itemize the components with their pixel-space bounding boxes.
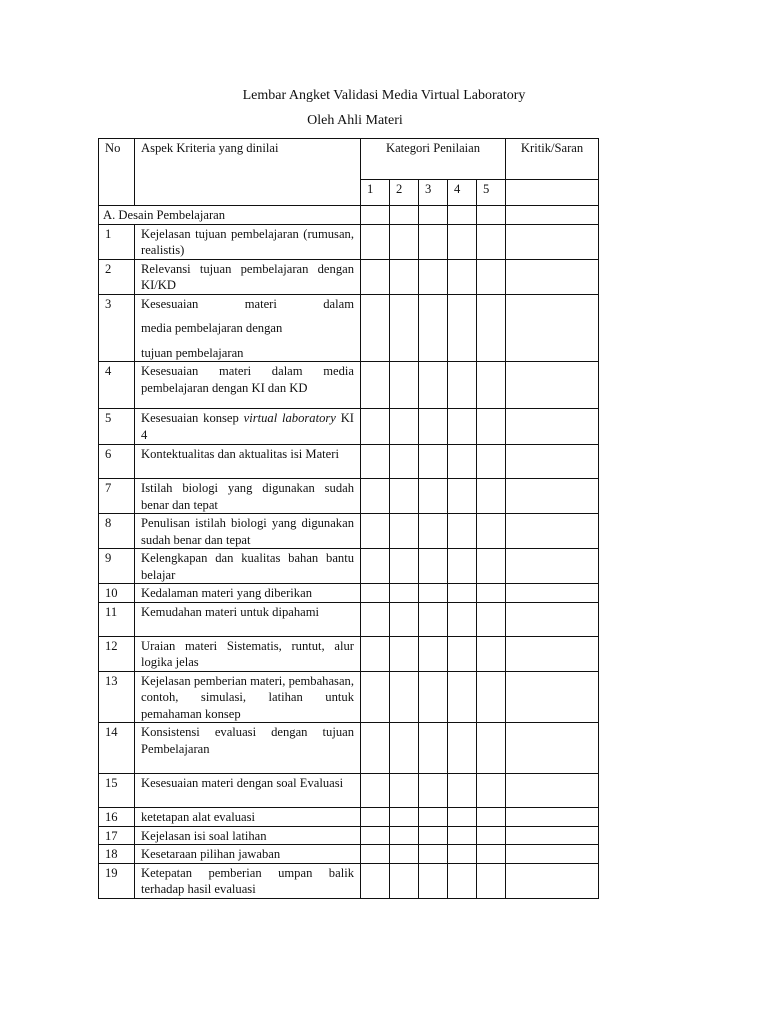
- critique-cell[interactable]: [506, 826, 599, 845]
- score-cell[interactable]: [477, 774, 506, 808]
- row-aspect: Penulisan istilah biologi yang digunakan sudah benar dan tepat: [135, 514, 361, 549]
- score-cell[interactable]: [477, 602, 506, 636]
- critique-cell[interactable]: [506, 294, 599, 362]
- score-cell[interactable]: [448, 445, 477, 479]
- row-number: 8: [99, 514, 135, 549]
- section-row: [99, 206, 599, 225]
- score-cell[interactable]: [477, 445, 506, 479]
- critique-cell[interactable]: [506, 602, 599, 636]
- table-row: [99, 479, 599, 514]
- row-aspect-part: KI 4: [141, 411, 354, 442]
- score-cell[interactable]: [419, 845, 448, 864]
- critique-cell[interactable]: [506, 409, 599, 445]
- row-aspect-part: Kesesuaian konsep: [141, 411, 239, 425]
- score-cell[interactable]: [390, 549, 419, 584]
- row-aspect: Kejelasan tujuan pembelajaran (rumusan, realistis): [135, 224, 361, 259]
- score-cell[interactable]: [419, 479, 448, 514]
- table-row: [99, 774, 599, 808]
- critique-cell[interactable]: [506, 863, 599, 898]
- score-cell[interactable]: [477, 549, 506, 584]
- row-number: 6: [99, 445, 135, 479]
- table-row: [99, 826, 599, 845]
- header-category: Kategori Penilaian: [361, 139, 506, 180]
- score-cell[interactable]: [419, 259, 448, 294]
- score-cell[interactable]: [361, 224, 390, 259]
- score-cell[interactable]: [419, 409, 448, 445]
- score-cell[interactable]: [390, 826, 419, 845]
- score-cell[interactable]: [361, 774, 390, 808]
- table-row: [99, 549, 599, 584]
- table-row: [99, 409, 599, 445]
- row-aspect-line: tujuan pembelajaran: [141, 345, 244, 360]
- score-cell[interactable]: [448, 224, 477, 259]
- score-cell[interactable]: [477, 845, 506, 864]
- score-cell[interactable]: [390, 362, 419, 409]
- score-cell[interactable]: [419, 671, 448, 723]
- score-cell[interactable]: [419, 362, 448, 409]
- score-cell[interactable]: [390, 294, 419, 362]
- row-number: 10: [99, 584, 135, 603]
- score-cell[interactable]: [419, 636, 448, 671]
- row-aspect: [135, 409, 361, 445]
- row-number: 3: [99, 294, 135, 362]
- table-row: [99, 259, 599, 294]
- score-cell[interactable]: [477, 409, 506, 445]
- score-cell[interactable]: [361, 723, 390, 774]
- score-cell[interactable]: [361, 259, 390, 294]
- document-title: Lembar Angket Validasi Media Virtual Laboratory: [242, 88, 526, 103]
- table-row: [99, 636, 599, 671]
- score-cell[interactable]: [448, 602, 477, 636]
- score-cell[interactable]: [448, 863, 477, 898]
- row-aspect: Kesesuaian materi dengan soal Evaluasi: [135, 774, 361, 808]
- score-cell[interactable]: [477, 294, 506, 362]
- score-cell[interactable]: [477, 723, 506, 774]
- score-cell[interactable]: [361, 602, 390, 636]
- score-cell[interactable]: [361, 549, 390, 584]
- score-cell[interactable]: [477, 808, 506, 827]
- score-cell[interactable]: [390, 259, 419, 294]
- table-row: [99, 514, 599, 549]
- table-row: [99, 584, 599, 603]
- score-cell[interactable]: [390, 445, 419, 479]
- score-cell[interactable]: [448, 774, 477, 808]
- document-subtitle: Oleh Ahli Materi: [307, 113, 403, 128]
- row-aspect-line: Pembelajaran: [141, 741, 210, 756]
- score-cell[interactable]: [390, 808, 419, 827]
- table-row: [99, 845, 599, 864]
- row-number: 19: [99, 863, 135, 898]
- critique-cell[interactable]: [506, 845, 599, 864]
- score-cell[interactable]: [361, 362, 390, 409]
- critique-cell[interactable]: [506, 445, 599, 479]
- row-aspect: Kedalaman materi yang diberikan: [135, 584, 361, 603]
- validation-table: [98, 138, 599, 899]
- score-cell[interactable]: [361, 845, 390, 864]
- row-number: 16: [99, 808, 135, 827]
- score-cell[interactable]: [361, 808, 390, 827]
- scale-4: 4: [448, 180, 477, 206]
- score-cell[interactable]: [361, 584, 390, 603]
- score-cell[interactable]: [361, 514, 390, 549]
- scale-1: 1: [361, 180, 390, 206]
- score-cell[interactable]: [419, 514, 448, 549]
- row-aspect: Uraian materi Sistematis, runtut, alur logika jelas: [135, 636, 361, 671]
- score-cell[interactable]: [361, 826, 390, 845]
- score-cell[interactable]: [390, 602, 419, 636]
- table-row: [99, 362, 599, 409]
- scale-3: 3: [419, 180, 448, 206]
- score-cell[interactable]: [477, 479, 506, 514]
- score-cell[interactable]: [390, 584, 419, 603]
- header-no: No: [99, 139, 135, 206]
- row-aspect: [135, 723, 361, 774]
- row-aspect: Kesetaraan pilihan jawaban: [135, 845, 361, 864]
- row-number: 7: [99, 479, 135, 514]
- row-aspect: Kejelasan isi soal latihan: [135, 826, 361, 845]
- score-cell[interactable]: [361, 671, 390, 723]
- score-cell[interactable]: [390, 671, 419, 723]
- score-cell[interactable]: [390, 723, 419, 774]
- row-number: 14: [99, 723, 135, 774]
- score-cell[interactable]: [419, 549, 448, 584]
- score-cell[interactable]: [448, 409, 477, 445]
- row-number: 17: [99, 826, 135, 845]
- row-aspect: Kelengkapan dan kualitas bahan bantu belajar: [135, 549, 361, 584]
- header-critique: Kritik/Saran: [506, 139, 599, 180]
- table-row: [99, 602, 599, 636]
- score-cell[interactable]: [419, 445, 448, 479]
- score-cell[interactable]: [361, 863, 390, 898]
- score-cell[interactable]: [448, 808, 477, 827]
- score-cell[interactable]: [390, 845, 419, 864]
- score-cell[interactable]: [390, 479, 419, 514]
- score-cell[interactable]: [448, 294, 477, 362]
- critique-cell[interactable]: [506, 671, 599, 723]
- row-number: 1: [99, 224, 135, 259]
- score-cell[interactable]: [419, 723, 448, 774]
- table-row: [99, 671, 599, 723]
- score-cell[interactable]: [448, 671, 477, 723]
- score-cell[interactable]: [390, 636, 419, 671]
- critique-cell[interactable]: [506, 808, 599, 827]
- row-aspect-line: media pembelajaran dengan: [141, 321, 283, 335]
- score-cell[interactable]: [390, 774, 419, 808]
- score-cell[interactable]: [390, 409, 419, 445]
- critique-cell[interactable]: [506, 514, 599, 549]
- score-cell[interactable]: [448, 636, 477, 671]
- critique-cell[interactable]: [506, 584, 599, 603]
- score-cell[interactable]: [477, 826, 506, 845]
- row-aspect-line: Konsistensi evaluasi dengan tujuan: [141, 725, 354, 739]
- table-row: [99, 445, 599, 479]
- score-cell[interactable]: [448, 362, 477, 409]
- score-cell[interactable]: [419, 863, 448, 898]
- score-cell[interactable]: [419, 584, 448, 603]
- row-aspect-line: Kesesuaian materi dalam: [141, 296, 354, 311]
- critique-cell[interactable]: [506, 774, 599, 808]
- row-aspect-italic: virtual laboratory: [243, 411, 336, 425]
- score-cell[interactable]: [361, 409, 390, 445]
- score-cell[interactable]: [361, 636, 390, 671]
- row-number: 11: [99, 602, 135, 636]
- row-number: 4: [99, 362, 135, 409]
- score-cell[interactable]: [477, 636, 506, 671]
- score-cell[interactable]: [448, 826, 477, 845]
- score-cell[interactable]: [477, 584, 506, 603]
- score-cell[interactable]: [477, 362, 506, 409]
- score-cell[interactable]: [419, 808, 448, 827]
- score-cell[interactable]: [419, 774, 448, 808]
- row-aspect: Kontektualitas dan aktualitas isi Materi: [135, 445, 361, 479]
- row-aspect: Ketepatan pemberian umpan balik terhadap hasil evaluasi: [135, 863, 361, 898]
- score-cell[interactable]: [448, 584, 477, 603]
- table-row: [99, 863, 599, 898]
- score-cell[interactable]: [448, 514, 477, 549]
- score-cell[interactable]: [477, 514, 506, 549]
- score-cell[interactable]: [477, 863, 506, 898]
- row-aspect: Kesesuaian materi dalam media pembelajaran dengan KI dan KD: [135, 362, 361, 409]
- table-row: [99, 808, 599, 827]
- table-row: [99, 224, 599, 259]
- score-cell[interactable]: [361, 479, 390, 514]
- score-cell[interactable]: [390, 514, 419, 549]
- critique-cell[interactable]: [506, 636, 599, 671]
- score-cell[interactable]: [390, 863, 419, 898]
- critique-cell[interactable]: [506, 723, 599, 774]
- score-cell[interactable]: [419, 294, 448, 362]
- row-number: 9: [99, 549, 135, 584]
- row-number: 2: [99, 259, 135, 294]
- critique-cell[interactable]: [506, 224, 599, 259]
- score-cell[interactable]: [448, 479, 477, 514]
- score-cell[interactable]: [390, 224, 419, 259]
- header-row: [99, 139, 599, 180]
- table-row: [99, 723, 599, 774]
- scale-2: 2: [390, 180, 419, 206]
- score-cell[interactable]: [419, 826, 448, 845]
- score-cell[interactable]: [477, 671, 506, 723]
- row-number: 5: [99, 409, 135, 445]
- critique-cell[interactable]: [506, 362, 599, 409]
- score-cell[interactable]: [477, 259, 506, 294]
- score-cell[interactable]: [361, 445, 390, 479]
- score-cell[interactable]: [361, 294, 390, 362]
- score-cell[interactable]: [448, 845, 477, 864]
- score-cell[interactable]: [448, 549, 477, 584]
- score-cell[interactable]: [448, 259, 477, 294]
- row-number: 15: [99, 774, 135, 808]
- score-cell[interactable]: [419, 224, 448, 259]
- critique-cell[interactable]: [506, 549, 599, 584]
- critique-blank: [506, 180, 599, 206]
- row-aspect: ketetapan alat evaluasi: [135, 808, 361, 827]
- critique-cell[interactable]: [506, 259, 599, 294]
- row-aspect: [135, 294, 361, 362]
- row-aspect: Kejelasan pemberian materi, pembahasan, contoh, simulasi, latihan untuk pemahaman konsep: [135, 671, 361, 723]
- row-aspect: Istilah biologi yang digunakan sudah benar dan tepat: [135, 479, 361, 514]
- row-number: 12: [99, 636, 135, 671]
- header-aspect: Aspek Kriteria yang dinilai: [135, 139, 361, 206]
- score-cell[interactable]: [448, 723, 477, 774]
- row-aspect: Kemudahan materi untuk dipahami: [135, 602, 361, 636]
- table-row: [99, 294, 599, 362]
- score-cell[interactable]: [419, 602, 448, 636]
- section-heading: A. Desain Pembelajaran: [99, 206, 361, 225]
- row-number: 13: [99, 671, 135, 723]
- critique-cell[interactable]: [506, 479, 599, 514]
- score-cell[interactable]: [477, 224, 506, 259]
- row-aspect: Relevansi tujuan pembelajaran dengan KI/KD: [135, 259, 361, 294]
- row-number: 18: [99, 845, 135, 864]
- scale-5: 5: [477, 180, 506, 206]
